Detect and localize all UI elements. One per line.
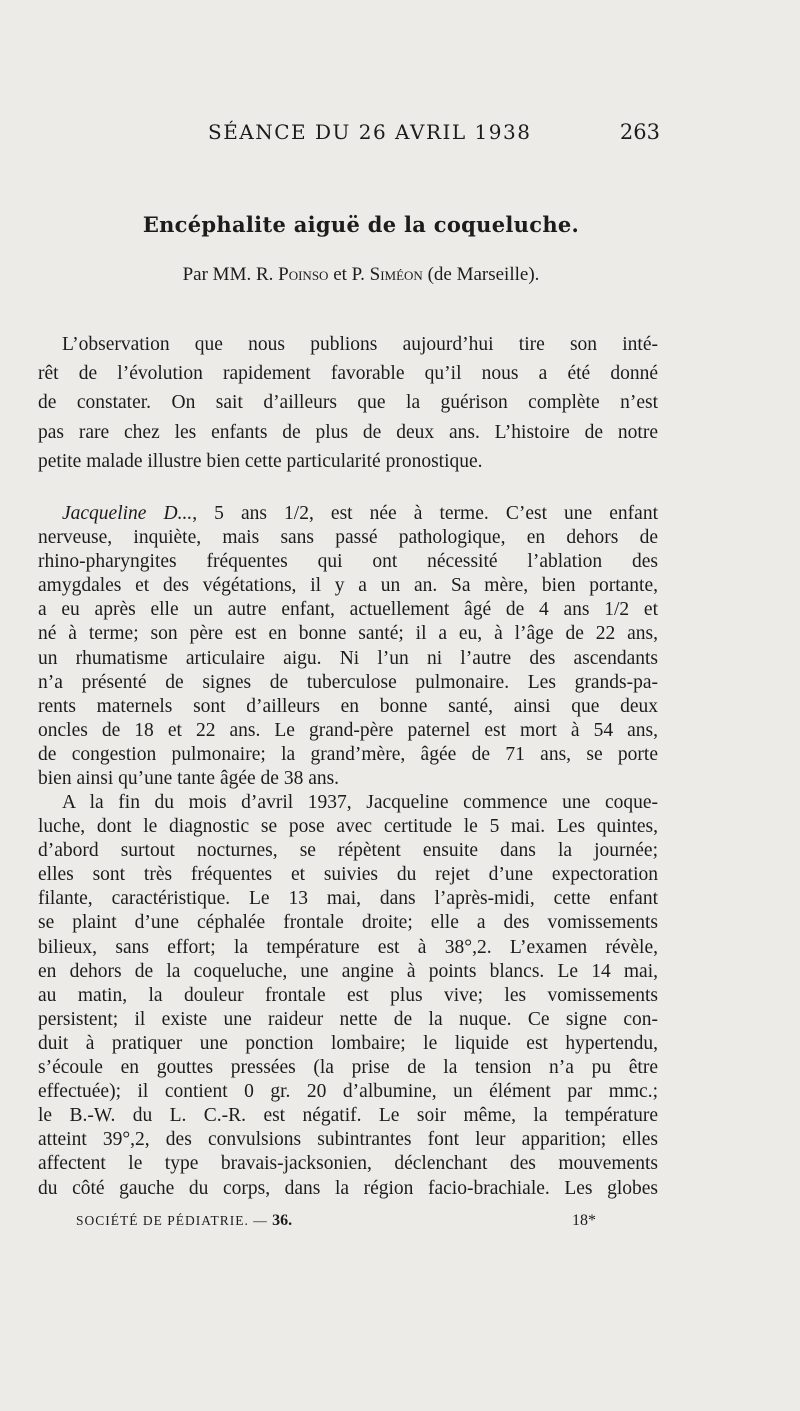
text-line: duit à pratiquer une ponction lombaire; le liquide est hypertendu, <box>38 1032 658 1054</box>
text-line: atteint 39°,2, des convulsions subintrantes font leur apparition; elles <box>38 1129 658 1151</box>
author-poinso: Poinso <box>278 264 329 285</box>
text-line: persistent; il existe une raideur nette de la nuque. Ce signe con- <box>38 1008 658 1030</box>
text-line: nerveuse, inquiète, mais sans passé pathologique, en dehors de <box>38 527 658 549</box>
text-line: le B.-W. du L. C.-R. est négatif. Le soir même, la température <box>38 1105 658 1127</box>
byline-mid: et P. <box>328 264 370 285</box>
text-line: bien ainsi qu’une tante âgée de 38 ans. <box>38 768 340 790</box>
patient-name: Jacqueline D... <box>62 503 193 524</box>
text-line: pas rare chez les enfants de plus de deux ans. L’histoire de notre <box>38 421 658 443</box>
text-line: se plaint d’une céphalée frontale droite; elle a des vomissements <box>38 912 658 934</box>
signature-mark: 18* <box>572 1212 596 1229</box>
text-line: rents maternels sont d’ailleurs en bonne santé, ainsi que deux <box>38 695 658 717</box>
author-simeon: Siméon <box>369 264 423 285</box>
text-line: bilieux, sans effort; la température est à 38°,2. L’examen révèle, <box>38 936 658 958</box>
text-line: un rhumatisme articulaire aigu. Ni l’un ni l’autre des ascendants <box>38 647 658 669</box>
byline-suffix: (de Marseille). <box>422 264 540 285</box>
text-line: a eu après elle un autre enfant, actuellement âgé de 4 ans 1/2 et <box>38 599 658 621</box>
text-line: filante, caractéristique. Le 13 mai, dans l’après-midi, cette enfant <box>38 888 658 910</box>
text-line: affectent le type bravais-jacksonien, déclenchant des mouvements <box>38 1153 658 1175</box>
running-head: SÉANCE DU 26 AVRIL 1938 <box>208 120 532 144</box>
intro-paragraph <box>38 330 658 476</box>
text-line: petite malade illustre bien cette particularité pronostique. <box>38 450 483 472</box>
text-line: de congestion pulmonaire; la grand’mère, âgée de 71 ans, se porte <box>38 743 658 765</box>
text-line: amygdales et des végétations, il y a un an. Sa mère, bien portante, <box>38 575 658 597</box>
text-line: de constater. On sait d’ailleurs que la guérison complète n’est <box>38 392 658 414</box>
byline <box>62 264 660 286</box>
text-line: au matin, la douleur frontale est plus vive; les vomissements <box>38 984 658 1006</box>
page-footer <box>76 1212 596 1230</box>
text-line: n’a présenté de signes de tuberculose pulmonaire. Les grands-pa- <box>38 671 658 693</box>
course-paragraph <box>38 791 658 1201</box>
text-line: A la fin du mois d’avril 1937, Jacqueline commence une coque- <box>62 792 658 813</box>
text-line: s’écoule en gouttes pressées (la prise de la tension n’a pu être <box>38 1057 658 1079</box>
page-number: 263 <box>619 120 660 144</box>
text-line: luche, dont le diagnostic se pose avec certitude le 5 mai. Les quintes, <box>38 816 658 838</box>
byline-prefix: Par MM. R. <box>182 264 279 285</box>
text-line: rhino-pharyngites fréquentes qui ont nécessité l’ablation des <box>38 551 658 573</box>
text-line: rêt de l’évolution rapidement favorable qu’il nous a été donné <box>38 363 658 385</box>
text-line: elles sont très fréquentes et suivies du rejet d’une expectoration <box>38 864 658 886</box>
footer-society: SOCIÉTÉ DE PÉDIATRIE. — <box>76 1213 273 1228</box>
article-title: Encéphalite aiguë de la coqueluche. <box>142 212 580 237</box>
text-line: effectuée); il contient 0 gr. 20 d’albumine, un élément par mmc.; <box>38 1081 658 1103</box>
running-header <box>62 118 660 152</box>
text-line: en dehors de la coqueluche, une angine à points blancs. Le 14 mai, <box>38 960 658 982</box>
text-line: Jacqueline D..., 5 ans 1/2, est née à terme. C’est une enfant <box>62 503 658 524</box>
text-line: d’abord surtout nocturnes, se répètent ensuite dans la journée; <box>38 840 658 862</box>
case-paragraph <box>38 502 658 791</box>
text-line: né à terme; son père est en bonne santé; il a eu, à l’âge de 22 ans, <box>38 623 658 645</box>
text-line: L’observation que nous publions aujourd’hui tire son inté- <box>62 334 658 355</box>
text-line: du côté gauche du corps, dans la région facio-brachiale. Les globes <box>38 1177 658 1199</box>
footer-issue: 36. <box>272 1212 293 1229</box>
text-line: oncles de 18 et 22 ans. Le grand-père paternel est mort à 54 ans, <box>38 719 658 741</box>
